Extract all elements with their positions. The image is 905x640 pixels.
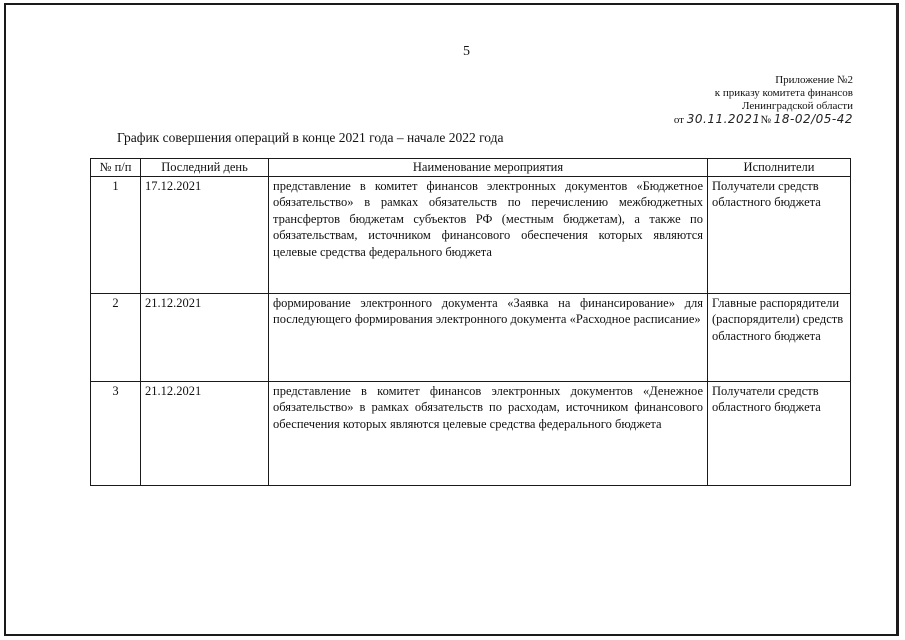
row-description: формирование электронного документа «Заявка на финансирование» для последующего формирования электронного документа «Расходное расписание» bbox=[269, 293, 708, 381]
header-event-name: Наименование мероприятия bbox=[269, 159, 708, 177]
appendix-line-3: Ленинградской области bbox=[742, 100, 853, 112]
table-row bbox=[91, 381, 851, 485]
handwritten-date: 30.11.2021 bbox=[686, 112, 761, 126]
appendix-block bbox=[674, 74, 853, 127]
handwritten-number: 18-02/05-42 bbox=[773, 112, 853, 126]
page-number: 5 bbox=[463, 44, 470, 59]
appendix-date-line bbox=[674, 113, 853, 127]
row-number: 3 bbox=[91, 381, 141, 485]
header-last-day: Последний день bbox=[141, 159, 269, 177]
row-date: 17.12.2021 bbox=[141, 176, 269, 293]
schedule-table bbox=[90, 158, 851, 486]
from-label: от bbox=[673, 114, 684, 126]
row-date: 21.12.2021 bbox=[141, 293, 269, 381]
row-number: 2 bbox=[91, 293, 141, 381]
table-row bbox=[91, 293, 851, 381]
table-row bbox=[91, 176, 851, 293]
row-number: 1 bbox=[91, 176, 141, 293]
table-header-row bbox=[91, 159, 851, 177]
header-number: № п/п bbox=[91, 159, 141, 177]
row-description: представление в комитет финансов электронных документов «Бюджетное обязательство» в рамках обязательств по перечислению межбюджетных трансфертов бюджетам субъектов РФ (местным бюджетам), а также по обязательствам, источником финансового обеспечения которых являются целевые средства федерального бюджета bbox=[269, 176, 708, 293]
document-title: График совершения операций в конце 2021 года – начале 2022 года bbox=[117, 130, 504, 145]
row-description: представление в комитет финансов электронных документов «Денежное обязательство» в рамках обязательств по расходам, источником финансового обеспечения которых являются целевые средства федерального бюджета bbox=[269, 381, 708, 485]
row-executors: Получатели средств областного бюджета bbox=[708, 381, 851, 485]
row-date: 21.12.2021 bbox=[141, 381, 269, 485]
appendix-line-1: Приложение №2 bbox=[775, 74, 853, 86]
number-label: № bbox=[760, 114, 771, 126]
header-executors: Исполнители bbox=[708, 159, 851, 177]
appendix-line-2: к приказу комитета финансов bbox=[714, 87, 853, 99]
row-executors: Получатели средств областного бюджета bbox=[708, 176, 851, 293]
row-executors: Главные распорядители (распорядители) средств областного бюджета bbox=[708, 293, 851, 381]
